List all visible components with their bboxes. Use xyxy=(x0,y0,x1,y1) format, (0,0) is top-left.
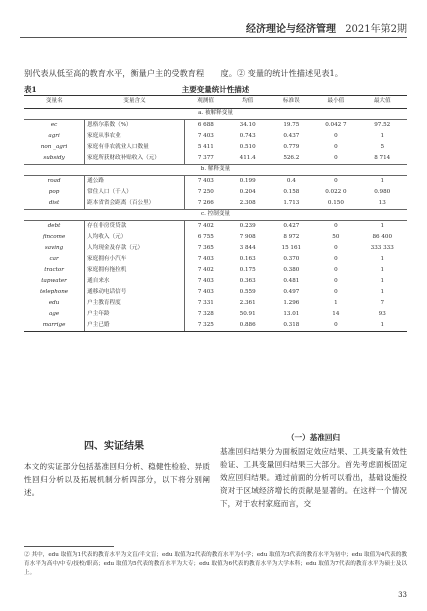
variable-meaning: 户主教育程度 xyxy=(85,298,185,309)
table-cell: 7 xyxy=(380,299,385,306)
intro-line: 别代表从低至高的教育水平，衡量户主的受教育程 度。② 变量的统计性描述见表1。 xyxy=(24,68,343,78)
table-cell: 0 xyxy=(334,177,338,184)
table-cell: 0 xyxy=(334,132,338,139)
table-cell: 7 403 xyxy=(184,254,227,265)
table-row xyxy=(24,120,407,132)
variable-meaning: 距本省省会距离（百公里） xyxy=(85,198,185,210)
table-cell: 3 844 xyxy=(239,244,256,251)
variable-meaning: 家庭拥有小汽车 xyxy=(85,254,185,265)
table-cell: 13 xyxy=(378,199,386,206)
table-cell: 0.239 xyxy=(239,222,256,229)
table-section-row xyxy=(24,109,407,120)
table-cell: 0.199 xyxy=(239,177,256,184)
variable-name: non _agri xyxy=(40,143,68,150)
table-row xyxy=(24,309,407,320)
variable-name: agri xyxy=(48,132,60,139)
table-row xyxy=(24,198,407,210)
variable-meaning: 通移动电话信号 xyxy=(85,287,185,298)
table-cell: 0.427 xyxy=(283,222,300,229)
running-header xyxy=(246,20,407,35)
table-cell: 0 xyxy=(334,277,338,284)
table-row xyxy=(24,265,407,276)
table-cell: 13.01 xyxy=(283,310,300,317)
variable-meaning: 家庭拥有拖拉机 xyxy=(85,265,185,276)
table-cell: 1.296 xyxy=(283,299,300,306)
variable-meaning: 人均现金及存款（元） xyxy=(85,243,185,254)
table-row xyxy=(24,298,407,309)
variable-meaning: 恩格尔系数（%） xyxy=(85,120,185,132)
table-cell: 1 xyxy=(380,288,385,295)
table-cell: 0.481 xyxy=(283,277,300,284)
table-cell: 0 xyxy=(334,255,338,262)
table-cell: 5 411 xyxy=(184,142,227,153)
table-row xyxy=(24,287,407,298)
variable-name: fincome xyxy=(42,233,66,240)
table-cell: 50.91 xyxy=(239,310,256,317)
variable-name: age xyxy=(48,310,60,317)
table-cell: 7 266 xyxy=(184,198,227,210)
table-row xyxy=(24,187,407,198)
table-cell: 1 xyxy=(380,266,385,273)
table-cell: 2.361 xyxy=(239,299,256,306)
table-row xyxy=(24,176,407,188)
table-cell: 0 xyxy=(314,320,357,332)
table-cell: 0.980 xyxy=(374,188,391,195)
table-cell: 0.204 xyxy=(239,188,256,195)
variable-meaning: 常住人口（千人） xyxy=(85,187,185,198)
column-header: 均值 xyxy=(227,96,268,109)
variable-meaning: 户主已婚 xyxy=(85,320,185,332)
section-title: b. 解释变量 xyxy=(24,165,407,176)
variable-name: marrige xyxy=(24,320,85,332)
statistics-table xyxy=(24,95,407,332)
table-row xyxy=(24,243,407,254)
table-cell: 93 xyxy=(378,310,386,317)
variable-name: saving xyxy=(44,244,64,251)
table-cell: 0.437 xyxy=(283,132,300,139)
table-cell: 0.743 xyxy=(239,132,256,139)
table-section-row xyxy=(24,165,407,176)
table-cell: 7 250 xyxy=(184,187,227,198)
table-cell: 0.363 xyxy=(239,277,256,284)
variable-name: tractor xyxy=(44,266,64,273)
table-cell: 1.713 xyxy=(283,199,300,206)
table-cell: 7 328 xyxy=(184,309,227,320)
table-cell: 0.370 xyxy=(283,255,300,262)
variable-name: road xyxy=(47,177,61,184)
table-cell: 0 xyxy=(334,222,338,229)
table-cell: 7 403 xyxy=(184,276,227,287)
table-cell: 7 403 xyxy=(184,176,227,188)
table-cell: 1 xyxy=(357,320,407,332)
table-cell: 1 xyxy=(380,255,385,262)
table-label: 表1 xyxy=(24,85,37,94)
table-body xyxy=(24,109,407,332)
table-cell: 14 xyxy=(332,310,340,317)
variable-name: car xyxy=(49,255,59,262)
table-cell: 7 403 xyxy=(184,287,227,298)
table-row xyxy=(24,142,407,153)
table-cell: 0 xyxy=(334,154,338,161)
table-title: 主要变量统计性描述 xyxy=(181,85,250,94)
table-cell: 0.559 xyxy=(239,288,256,295)
table-row xyxy=(24,320,407,332)
table-cell: 1 xyxy=(334,299,338,306)
table-cell: 0.497 xyxy=(283,288,300,295)
variable-name: ec xyxy=(50,121,58,128)
table-row xyxy=(24,131,407,142)
table-cell: 7 403 xyxy=(184,131,227,142)
variable-meaning: 家庭所获财政补贴收入（元） xyxy=(85,153,185,165)
footnote: ② 其中，edu 取值为1代表的教育水平为文盲/半文盲；edu 取值为2代表的教育水平为小学；edu 取值为3代表的教育水平为初中；edu 取值为4代表的教育水平为高中/中专/技校/职高；edu 取值为5代表的教育水平为大专；edu 取值为6代表的教育水平为大学本科；edu 取值为7代表的教育水平为硕士及以上。 xyxy=(24,552,407,576)
column-header: 标准误 xyxy=(268,96,314,109)
variable-meaning: 通自来水 xyxy=(85,276,185,287)
header-rule xyxy=(20,37,407,38)
variable-meaning: 通公路 xyxy=(85,176,185,188)
footnote-rule xyxy=(24,546,114,547)
table-cell: 0 xyxy=(334,244,338,251)
column-header: 观测值 xyxy=(184,96,227,109)
table-cell: 97.52 xyxy=(374,121,391,128)
table-cell: 6 755 xyxy=(184,232,227,243)
table-cell: 34.10 xyxy=(239,121,256,128)
variable-name: pop xyxy=(48,188,60,195)
variable-name: edu xyxy=(48,299,60,306)
table-section-row xyxy=(24,210,407,221)
table-row xyxy=(24,153,407,165)
variable-meaning: 人均收入（元） xyxy=(85,232,185,243)
table-cell: 19.75 xyxy=(283,121,300,128)
table-cell: 0.318 xyxy=(268,320,314,332)
section-title: 四、实证结果 xyxy=(84,441,144,452)
table-cell: 1 xyxy=(380,177,385,184)
table-cell: 7 908 xyxy=(239,233,256,240)
body-paragraph-left: 本文的实证部分包括基准回归分析、稳健性检验、异质性回归分析以及拓展机制分析四部分，以下将分别阐述。 xyxy=(24,462,210,497)
table-cell: 411.4 xyxy=(239,154,256,161)
table-cell: 1 xyxy=(380,277,385,284)
table-cell: 7 402 xyxy=(184,221,227,233)
issue-label: 2021年第2期 xyxy=(345,24,407,35)
table-cell: 2.308 xyxy=(239,199,256,206)
column-header: 变量名 xyxy=(24,96,85,109)
table-cell: 0.158 xyxy=(283,188,300,195)
table-row xyxy=(24,232,407,243)
section-title: a. 被解释变量 xyxy=(24,109,407,120)
table-cell: 86 400 xyxy=(372,233,393,240)
table-cell: 8 972 xyxy=(283,233,300,240)
table-cell: 7 402 xyxy=(184,265,227,276)
table-cell: 0.042 7 xyxy=(325,121,347,128)
table-cell: 6 688 xyxy=(184,120,227,132)
table-row xyxy=(24,276,407,287)
table-cell: 0.886 xyxy=(227,320,268,332)
variable-name: subsidy xyxy=(43,154,65,161)
table-cell: 526.2 xyxy=(283,154,300,161)
table-cell: 333 333 xyxy=(370,244,394,251)
section-title: c. 控制变量 xyxy=(24,210,407,221)
table-cell: 1 xyxy=(380,132,385,139)
table-cell: 0.150 xyxy=(327,199,344,206)
table-cell: 0.175 xyxy=(239,266,256,273)
table-cell: 0 xyxy=(334,143,338,150)
table-row xyxy=(24,254,407,265)
table-cell: 7 377 xyxy=(184,153,227,165)
variable-name: telephone xyxy=(40,288,69,295)
subsection-title: （一）基准回归 xyxy=(286,433,341,442)
table-cell: 0.022 0 xyxy=(325,188,347,195)
column-header: 最小值 xyxy=(314,96,357,109)
table-cell: 0 xyxy=(334,288,338,295)
variable-name: dist xyxy=(48,199,60,206)
table-cell: 7 325 xyxy=(184,320,227,332)
table-cell: 8 714 xyxy=(374,154,391,161)
table-cell: 50 xyxy=(332,233,340,240)
table-cell: 0.779 xyxy=(283,143,300,150)
table-cell: 7 365 xyxy=(184,243,227,254)
table-cell: 0.380 xyxy=(283,266,300,273)
page-number: 33 xyxy=(398,591,407,599)
table-cell: 0 xyxy=(334,266,338,273)
variable-meaning: 户主年龄 xyxy=(85,309,185,320)
table-cell: 0.4 xyxy=(286,177,296,184)
table-cell: 0.510 xyxy=(239,143,256,150)
table-cell: 7 331 xyxy=(184,298,227,309)
table-row xyxy=(24,221,407,233)
variable-name: debt xyxy=(47,222,61,229)
journal-name: 经济理论与经济管理 xyxy=(246,24,336,35)
table-cell: 15 161 xyxy=(281,244,302,251)
variable-meaning: 存在非房贷贷款 xyxy=(85,221,185,233)
column-header: 变量含义 xyxy=(85,96,185,109)
table-cell: 5 xyxy=(380,143,385,150)
variable-meaning: 家庭有非农就业人口数量 xyxy=(85,142,185,153)
table-cell: 1 xyxy=(380,222,385,229)
table-header-row xyxy=(24,96,407,109)
column-header: 最大值 xyxy=(357,96,407,109)
variable-meaning: 家庭从事农业 xyxy=(85,131,185,142)
table-cell: 0.163 xyxy=(239,255,256,262)
right-column xyxy=(220,431,407,510)
variable-name: tapwater xyxy=(41,277,67,284)
body-paragraph-right: 基准回归结果分为面板固定效应结果、工具变量有效性验证、工具变量回归结果三大部分。首先考虑面板固定效应回归结果。通过前面的分析可以看出，基础设施投资对于区域经济增长的贡献是显著的。在这样一个情况下，对于农村家庭而言，交 xyxy=(220,447,407,508)
